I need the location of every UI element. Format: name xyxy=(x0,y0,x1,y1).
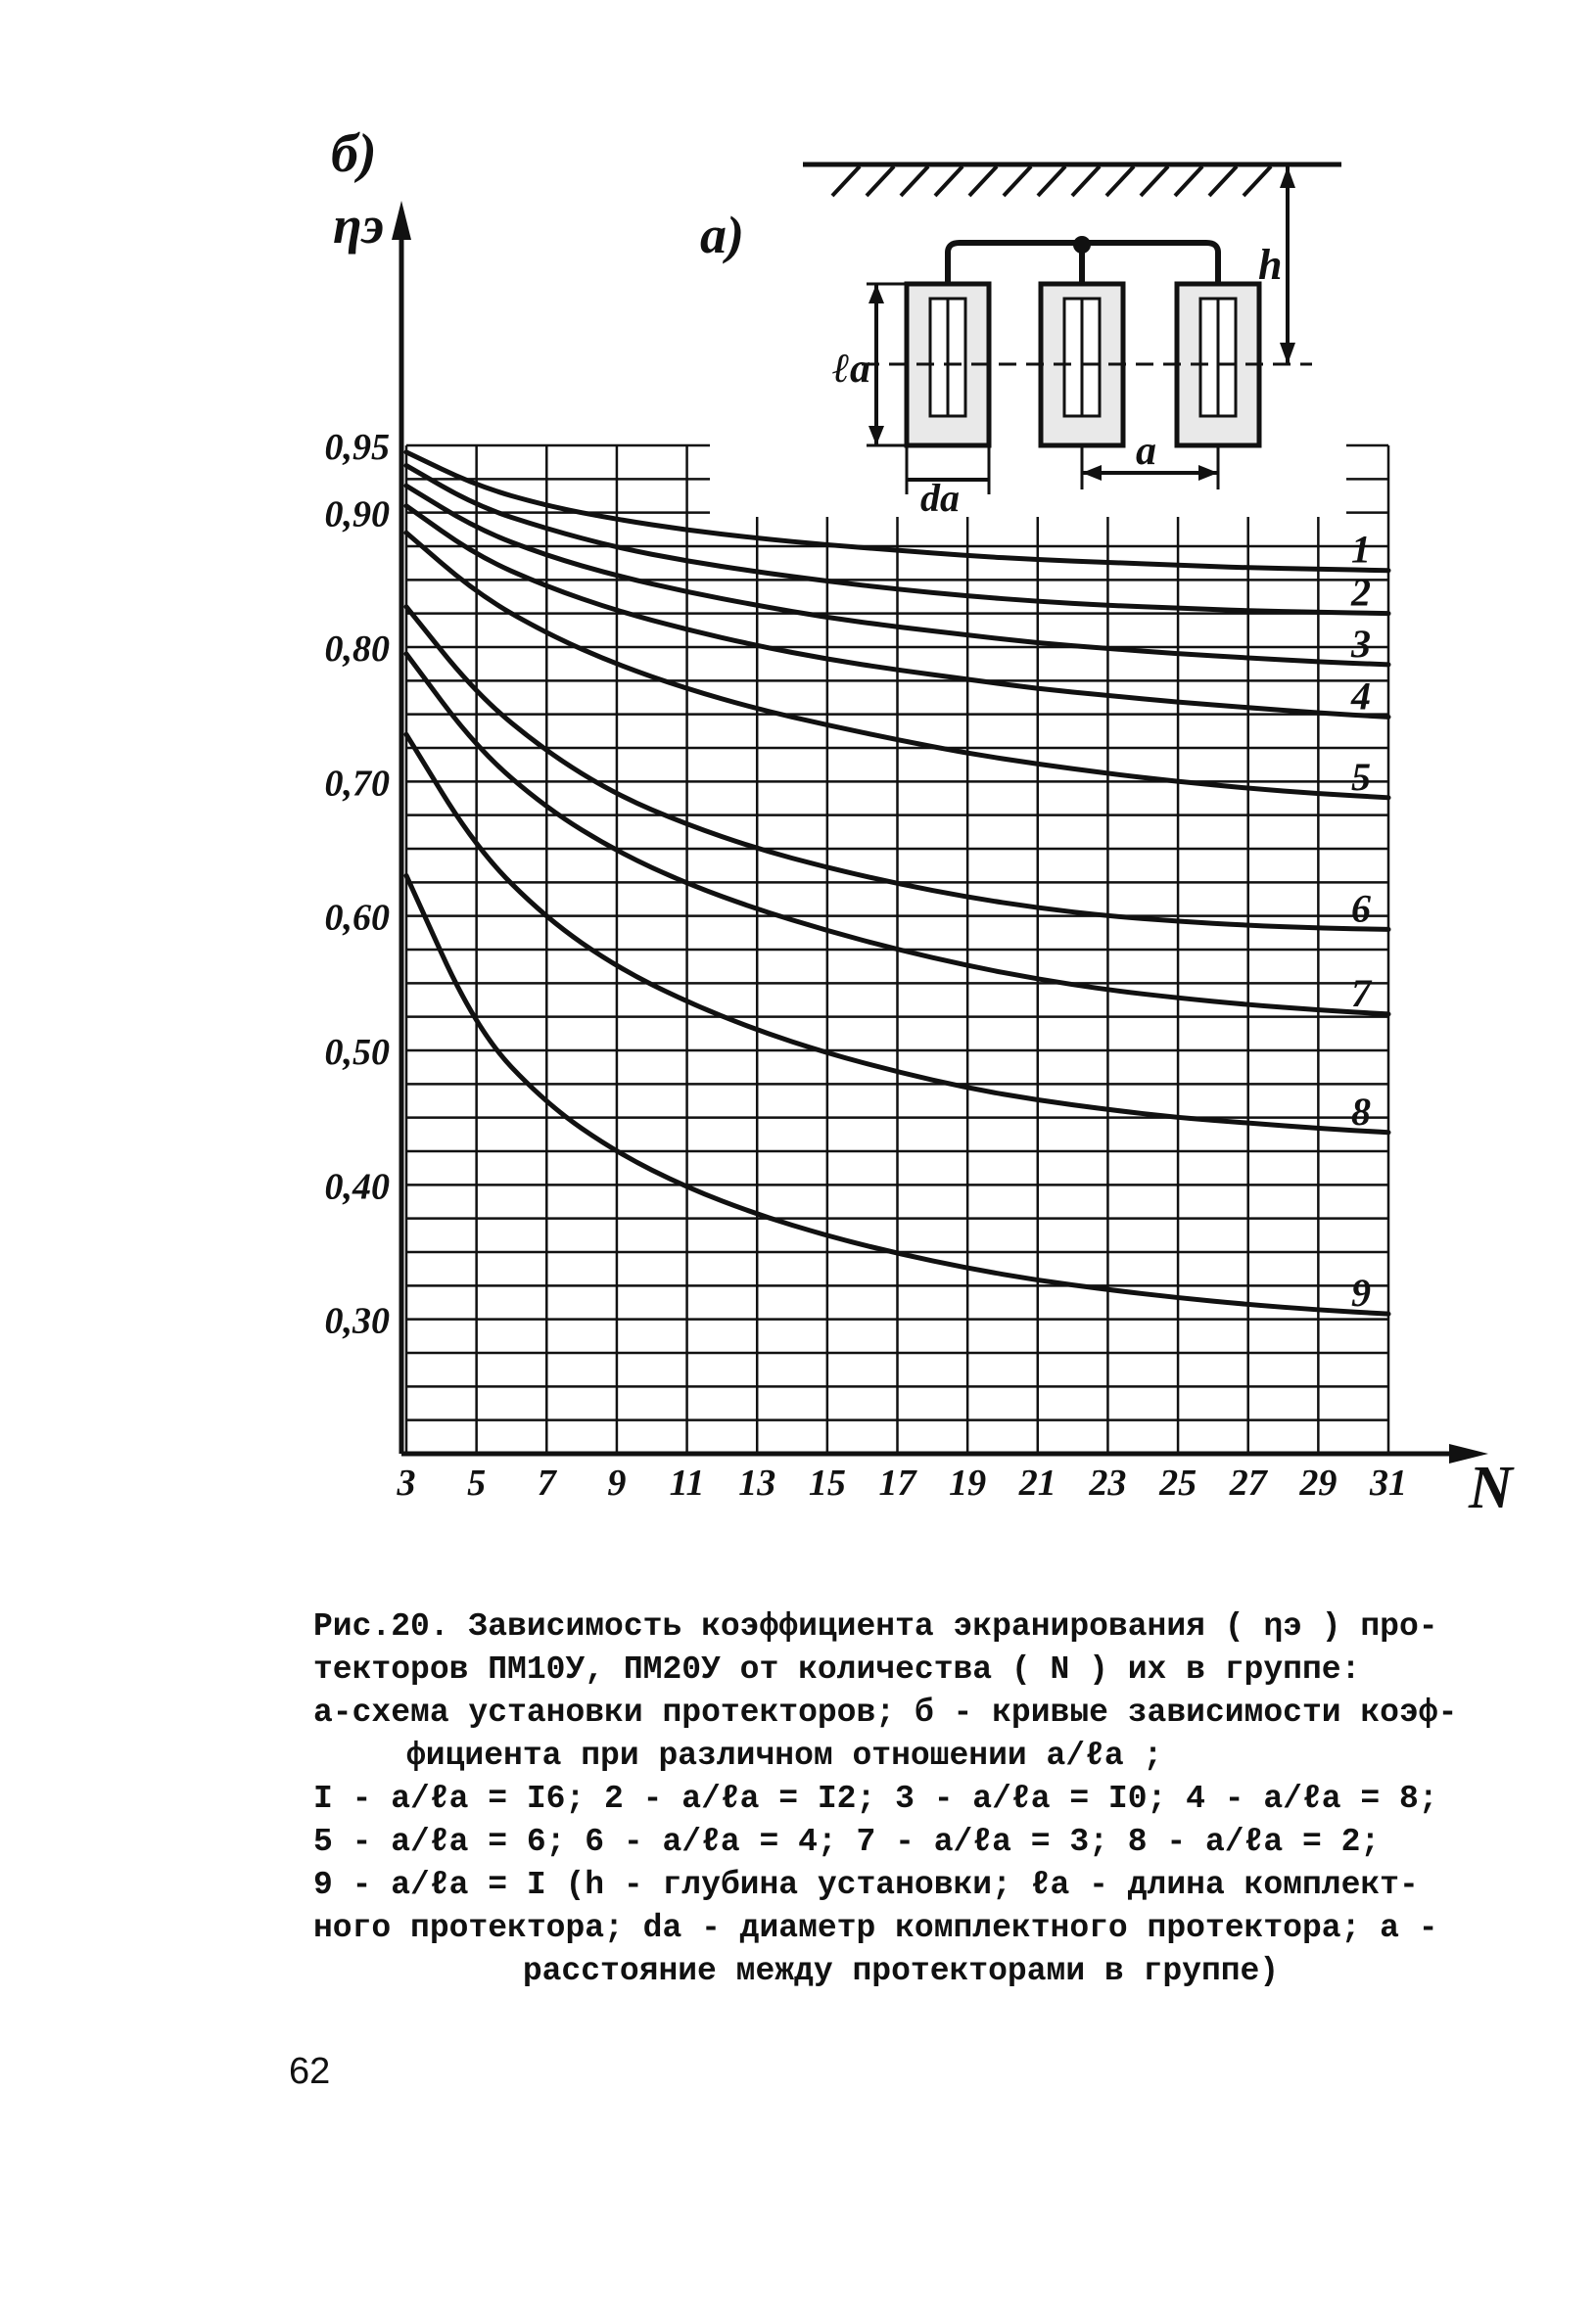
x-tick-label: 19 xyxy=(949,1463,987,1504)
caption-line-8: ного протектора; da - диаметр комплектного протектора; a - xyxy=(313,1910,1438,1946)
spacing-label: а xyxy=(1136,429,1156,474)
y-tick-label: 0,30 xyxy=(324,1300,390,1342)
x-tick-label: 21 xyxy=(1018,1463,1056,1504)
diameter-label: dа xyxy=(920,476,960,520)
caption-line-6: 5 - a/ℓa = 6; 6 - a/ℓa = 4; 7 - a/ℓa = 3; 8 - a/ℓa = 2; xyxy=(313,1824,1381,1860)
x-tick-label: 17 xyxy=(878,1463,916,1504)
series-label-6: 6 xyxy=(1351,886,1371,931)
series-label-5: 5 xyxy=(1351,754,1371,799)
caption-line-5: I - a/ℓa = I6; 2 - a/ℓa = I2; 3 - a/ℓa = I0; 4 - a/ℓa = 8; xyxy=(313,1781,1438,1817)
caption-line-1: Рис.20. Зависимость коэффициента экранирования ( ηэ ) про- xyxy=(313,1608,1438,1645)
caption-line-4: фициента при различном отношении a/ℓa ; xyxy=(406,1738,1163,1774)
x-tick-label: 29 xyxy=(1299,1463,1338,1504)
y-tick-label: 0,95 xyxy=(324,427,390,468)
y-tick-label: 0,60 xyxy=(324,897,390,939)
page-number: 62 xyxy=(289,2051,331,2092)
x-tick-label: 5 xyxy=(467,1463,487,1504)
caption-line-7: 9 - a/ℓa = I (h - глубина установки; ℓa - длина комплект- xyxy=(313,1867,1419,1903)
panel-a-label: а) xyxy=(700,206,744,264)
y-tick-label: 0,90 xyxy=(324,493,390,535)
x-tick-label: 31 xyxy=(1370,1463,1407,1504)
x-axis-title: N xyxy=(1469,1455,1513,1521)
x-tick-label: 25 xyxy=(1159,1463,1197,1504)
y-tick-label: 0,50 xyxy=(324,1032,390,1073)
panel-b-label: б) xyxy=(331,123,377,184)
series-label-3: 3 xyxy=(1351,621,1371,666)
x-tick-label: 9 xyxy=(607,1463,627,1504)
length-label: ℓа xyxy=(832,347,870,392)
y-axis-arrow xyxy=(392,201,411,240)
depth-label: h xyxy=(1258,241,1283,289)
junction-point xyxy=(1073,236,1091,254)
series-label-4: 4 xyxy=(1351,674,1371,719)
caption-line-9: расстояние между протекторами в группе) xyxy=(522,1953,1280,1989)
series-label-8: 8 xyxy=(1351,1089,1371,1134)
x-tick-label: 15 xyxy=(808,1463,846,1504)
y-tick-label: 0,80 xyxy=(324,628,390,670)
series-label-9: 9 xyxy=(1351,1271,1371,1316)
y-axis-title: ηэ xyxy=(333,196,385,255)
x-tick-label: 13 xyxy=(738,1463,776,1504)
series-labels xyxy=(1350,528,1373,1315)
series-label-7: 7 xyxy=(1351,970,1371,1015)
y-tick-labels xyxy=(325,427,391,1342)
x-tick-labels xyxy=(397,1463,1408,1504)
y-tick-label: 0,40 xyxy=(324,1166,390,1208)
x-tick-label: 11 xyxy=(669,1463,705,1504)
x-tick-label: 3 xyxy=(397,1463,416,1504)
caption-line-2: текторов ПМ10У, ПМ20У от количества ( N ) их в группе: xyxy=(313,1651,1361,1688)
series-label-2: 2 xyxy=(1351,570,1371,615)
installation-diagram xyxy=(700,147,1346,520)
series-label-1: 1 xyxy=(1351,527,1371,572)
figure-caption xyxy=(313,1605,1488,1993)
y-tick-label: 0,70 xyxy=(324,763,390,805)
caption-line-3: а-схема установки протекторов; б - кривые зависимости коэф- xyxy=(313,1695,1458,1731)
x-tick-label: 27 xyxy=(1229,1463,1267,1504)
x-tick-label: 7 xyxy=(537,1463,556,1504)
x-tick-label: 23 xyxy=(1089,1463,1127,1504)
